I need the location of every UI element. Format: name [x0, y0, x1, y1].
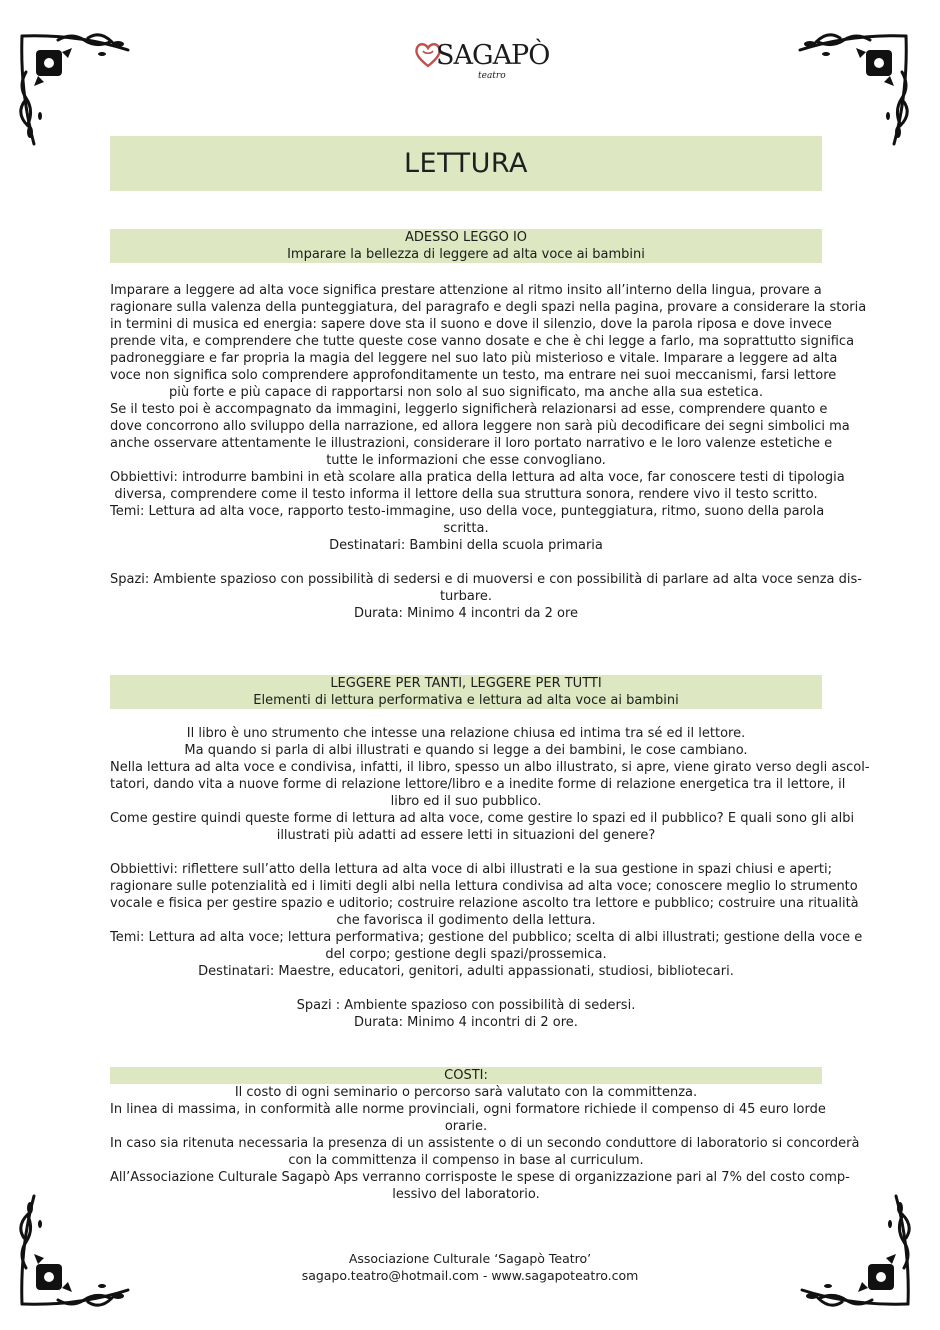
- costs-header: [110, 1067, 822, 1084]
- body-line: turbare.: [439, 589, 493, 604]
- body-line: ragionare sulle potenzialità ed i limiti degli albi nella lettura condivisa ad alta voce; conoscere meglio lo strumento: [110, 879, 858, 894]
- body-line: dove concorrono allo sviluppo della narrazione, ed allora leggere non sarà più decodificare dei segni simbolici ma: [110, 419, 850, 434]
- body-line: Obbiettivi: riflettere sull’atto della lettura ad alta voce di albi illustrati e la sua gestione in spazi chiusi e aperti;: [110, 862, 832, 877]
- corner-ornament-top-left: [18, 32, 138, 152]
- body-line: illustrati più adatti ad essere letti in situazioni del genere?: [276, 828, 656, 843]
- ornament-corner-icon: [790, 32, 910, 152]
- body-line: Temi: Lettura ad alta voce; lettura performativa; gestione del pubblico; scelta di albi illustrati; gestione della voce e: [110, 930, 863, 945]
- section1-body: [110, 282, 867, 622]
- logo-sub-text: teatro: [478, 71, 506, 81]
- body-line: scritta.: [443, 521, 489, 536]
- body-line: Destinatari: Bambini della scuola primaria: [329, 538, 603, 553]
- body-line: libro ed il suo pubblico.: [390, 794, 542, 809]
- page-title: LETTURA: [403, 148, 528, 179]
- blank-line: [110, 980, 822, 997]
- body-line: Come gestire quindi queste forme di lettura ad alta voce, come gestire lo spazi ed il pubblico? E quali sono gli albi: [110, 811, 855, 826]
- body-line: Il libro è uno strumento che intesse una relazione chiusa ed intima tra sé ed il lettore.: [186, 726, 746, 741]
- section2-body: [110, 725, 870, 1031]
- section1-header: [110, 229, 822, 263]
- body-line: anche osservare attentamente le illustrazioni, considerare il loro portato narrativo e le loro valenze estetiche e: [110, 436, 833, 451]
- page-title-band: [110, 136, 822, 191]
- section2-header: [110, 675, 822, 709]
- body-line: Imparare a leggere ad alta voce significa prestare attenzione al ritmo insito all’interno della lingua, provare a: [110, 283, 822, 298]
- body-line: del corpo; gestione degli spazi/prossemica.: [325, 947, 607, 962]
- footer-contacts[interactable]: sagapo.teatro@hotmail.com - www.sagapoteatro.com: [301, 1268, 639, 1283]
- sagapo-logo[interactable]: [412, 38, 550, 84]
- corner-ornament-bottom-left: [18, 1188, 138, 1308]
- body-line: padroneggiare e far propria la magia del leggere nel suo lato più misterioso e vitale. Imparare a leggere ad alta: [110, 351, 838, 366]
- body-line: Temi: Lettura ad alta voce, rapporto testo-immagine, uso della voce, punteggiatura, ritmo, suono della parola: [110, 504, 825, 519]
- section2-subheading: Elementi di lettura performativa e lettura ad alta voce ai bambini: [253, 693, 679, 708]
- body-line: All’Associazione Culturale Sagapò Aps verranno corrisposte le spese di organizzazione pari al 7% del costo comp-: [110, 1170, 850, 1185]
- ornament-corner-icon: [18, 1188, 138, 1308]
- page-footer: [250, 1250, 690, 1284]
- blank-line: [110, 844, 822, 861]
- logo-brand-text: SAGAPÒ: [436, 40, 550, 71]
- body-line: Spazi: Ambiente spazioso con possibilità di sedersi e di muoversi e con possibilità di parlare ad alta voce senza dis-: [110, 572, 862, 587]
- section2-heading: LEGGERE PER TANTI, LEGGERE PER TUTTI: [330, 676, 602, 691]
- body-line: vocale e fisica per gestire spazio e uditorio; costruire relazione ascolto tra lettore e pubblico; costruire una ritualità: [110, 896, 859, 911]
- body-line: Obbiettivi: introdurre bambini in età scolare alla pratica della lettura ad alta voce, far conoscere testi di tipologia: [110, 470, 845, 485]
- body-line: prende vita, e comprendere che tutte queste cose vanno dosate e che è chi legge a farlo, ma soprattutto significa: [110, 334, 855, 349]
- section1-heading: ADESSO LEGGO IO: [404, 230, 528, 245]
- body-line: diversa, comprendere come il testo informa il lettore della sua struttura sonora, rendere vivo il testo scritto.: [114, 487, 818, 502]
- body-line: lessivo del laboratorio.: [392, 1187, 540, 1202]
- body-line: In caso sia ritenuta necessaria la presenza di un assistente o di un secondo conduttore di laboratorio si concorderà: [110, 1136, 860, 1151]
- body-line: tatori, dando vita a nuove forme di relazione lettore/libro e a inedite forme di relazione energetica tra il lettore, il: [110, 777, 846, 792]
- corner-ornament-bottom-right: [792, 1188, 912, 1308]
- body-line: in termini di musica ed energia: sapere dove sta il suono e dove il silenzio, dove la parola riposa e dove invece: [110, 317, 832, 332]
- body-line: ragionare sulla valenza della punteggiatura, del paragrafo e degli spazi nella pagina, provare a considerare la storia: [110, 300, 867, 315]
- body-line: tutte le informazioni che esse convogliano.: [326, 453, 606, 468]
- body-line: più forte e più capace di rapportarsi non solo al suo significato, ma anche alla sua estetica.: [169, 385, 763, 400]
- blank-line: [110, 554, 822, 571]
- body-line: In linea di massima, in conformità alle norme provinciali, ogni formatore richiede il compenso di 45 euro lorde: [110, 1102, 826, 1117]
- body-line: Durata: Minimo 4 incontri di 2 ore.: [354, 1015, 578, 1030]
- body-line: Nella lettura ad alta voce e condivisa, infatti, il libro, spesso un albo illustrato, si apre, viene girato verso degli ascol-: [110, 760, 870, 775]
- body-line: voce non significa solo comprendere approfonditamente un testo, ma entrare nei suoi meccanismi, farsi lettore: [110, 368, 837, 383]
- body-line: Destinatari: Maestre, educatori, genitori, adulti appassionati, studiosi, bibliotecari.: [198, 964, 734, 979]
- body-line: Spazi : Ambiente spazioso con possibilità di sedersi.: [296, 998, 636, 1013]
- body-line: Se il testo poi è accompagnato da immagini, leggerlo significherà relazionarsi ad esse, comprendere quanto e: [110, 402, 828, 417]
- corner-ornament-top-right: [790, 32, 910, 152]
- ornament-corner-icon: [792, 1188, 912, 1308]
- body-line: Durata: Minimo 4 incontri da 2 ore: [353, 606, 579, 621]
- body-line: Il costo di ogni seminario o percorso sarà valutato con la committenza.: [234, 1085, 698, 1100]
- section1-subheading: Imparare la bellezza di leggere ad alta voce ai bambini: [287, 247, 645, 262]
- body-line: Ma quando si parla di albi illustrati e quando si legge a dei bambini, le cose cambiano.: [184, 743, 748, 758]
- costs-body: [110, 1084, 860, 1203]
- body-line: che favorisca il godimento della lettura.: [336, 913, 596, 928]
- body-line: orarie.: [444, 1119, 488, 1134]
- ornament-corner-icon: [18, 32, 138, 152]
- footer-organization: Associazione Culturale ‘Sagapò Teatro’: [348, 1251, 592, 1266]
- costs-heading: COSTI:: [444, 1068, 488, 1083]
- body-line: con la committenza il compenso in base al curriculum.: [288, 1153, 644, 1168]
